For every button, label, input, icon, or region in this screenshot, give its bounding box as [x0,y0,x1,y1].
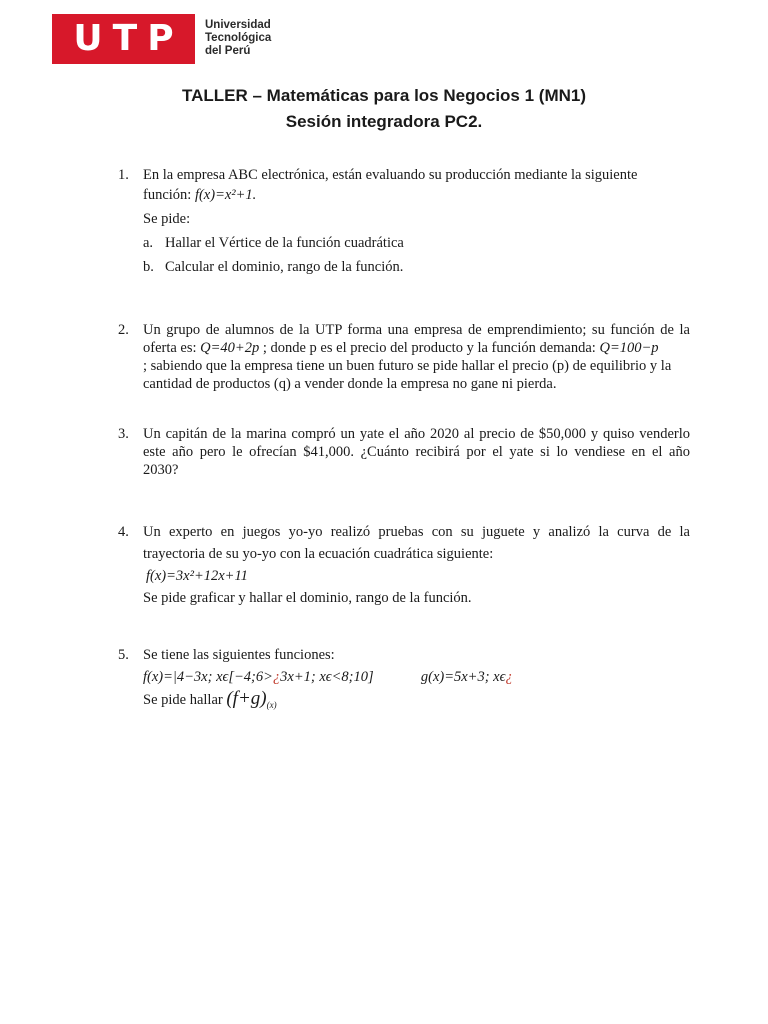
question-text: ; sabiendo que la empresa tiene un buen futuro se pide hallar el precio (p) de equilibrio y la [143,358,672,374]
question-text: En la empresa ABC electrónica, están evaluando su producción mediante la siguiente [143,167,638,183]
formula-f: f(x)=|4−3x; xϵ[−4;6> [143,669,273,685]
question-3 [118,425,690,479]
formula-g: g(x)=5x+3; xϵ [420,669,506,685]
document-title: TALLER – Matemáticas para los Negocios 1 (MN1) [181,86,586,105]
university-name-line-2: Tecnológica [205,32,272,44]
question-number: 3. [118,426,129,442]
question-text: oferta es: [143,340,197,356]
formula: f(x)=3x²+12x+11 [146,568,248,584]
university-name [205,19,271,58]
question-number: 1. [118,167,129,183]
formula-sum: (f+g) [226,688,267,709]
question-text: Se pide graficar y hallar el dominio, rango de la función. [143,590,472,606]
formula-f-rest: 3x+1; xϵ<8;10] [280,669,374,685]
item-text: Calcular el dominio, rango de la función. [165,259,404,275]
document-subtitle: Sesión integradora PC2. [285,112,483,131]
utp-logo [52,14,195,64]
question-text: 2030? [143,462,179,478]
question-text: cantidad de productos (q) a vender donde la empresa no gane ni pierda. [143,376,557,392]
question-4 [118,523,690,607]
se-pide-label: Se pide: [143,211,191,227]
formula: f(x)=x²+1. [194,187,257,203]
question-text: Un experto en juegos yo-yo realizó pruebas con su juguete y analizó la curva de la [143,524,690,540]
item-label: a. [143,235,154,251]
university-name-line-3: del Perú [205,45,251,57]
question-2 [118,321,690,393]
formula-error-mark: ¿ [505,669,513,685]
formula-offer: Q=40+2p [200,340,260,356]
formula-sum-subscript: (x) [266,699,277,710]
question-number: 4. [118,524,129,540]
question-number: 5. [118,647,129,663]
item-label: b. [143,259,154,275]
item-text: Hallar el Vértice de la función cuadrática [165,235,404,251]
formula-error-mark: ¿ [272,669,281,685]
question-text: función: [143,187,192,203]
question-text: Un grupo de alumnos de la UTP forma una empresa de emprendimiento; su función de la [143,322,690,338]
question-text: Se tiene las siguientes funciones: [143,647,335,663]
university-name-line-1: Universidad [205,19,271,31]
question-text: Un capitán de la marina compró un yate el año 2020 al precio de $50,000 y quiso venderlo [143,426,690,442]
logo-text: UTP [73,18,184,59]
question-text: trayectoria de su yo-yo con la ecuación cuadrática siguiente: [143,546,494,562]
question-text: Se pide hallar [143,692,223,708]
question-5 [118,646,690,709]
question-text: este año pero le ofrecían $41,000. ¿Cuánto recibirá por el yate si lo vendiese en el año [143,444,690,460]
formula-demand: Q=100−p [599,340,659,356]
question-number: 2. [118,322,129,338]
question-text: ; donde p es el precio del producto y la función demanda: [262,340,596,356]
question-1 [118,166,690,276]
